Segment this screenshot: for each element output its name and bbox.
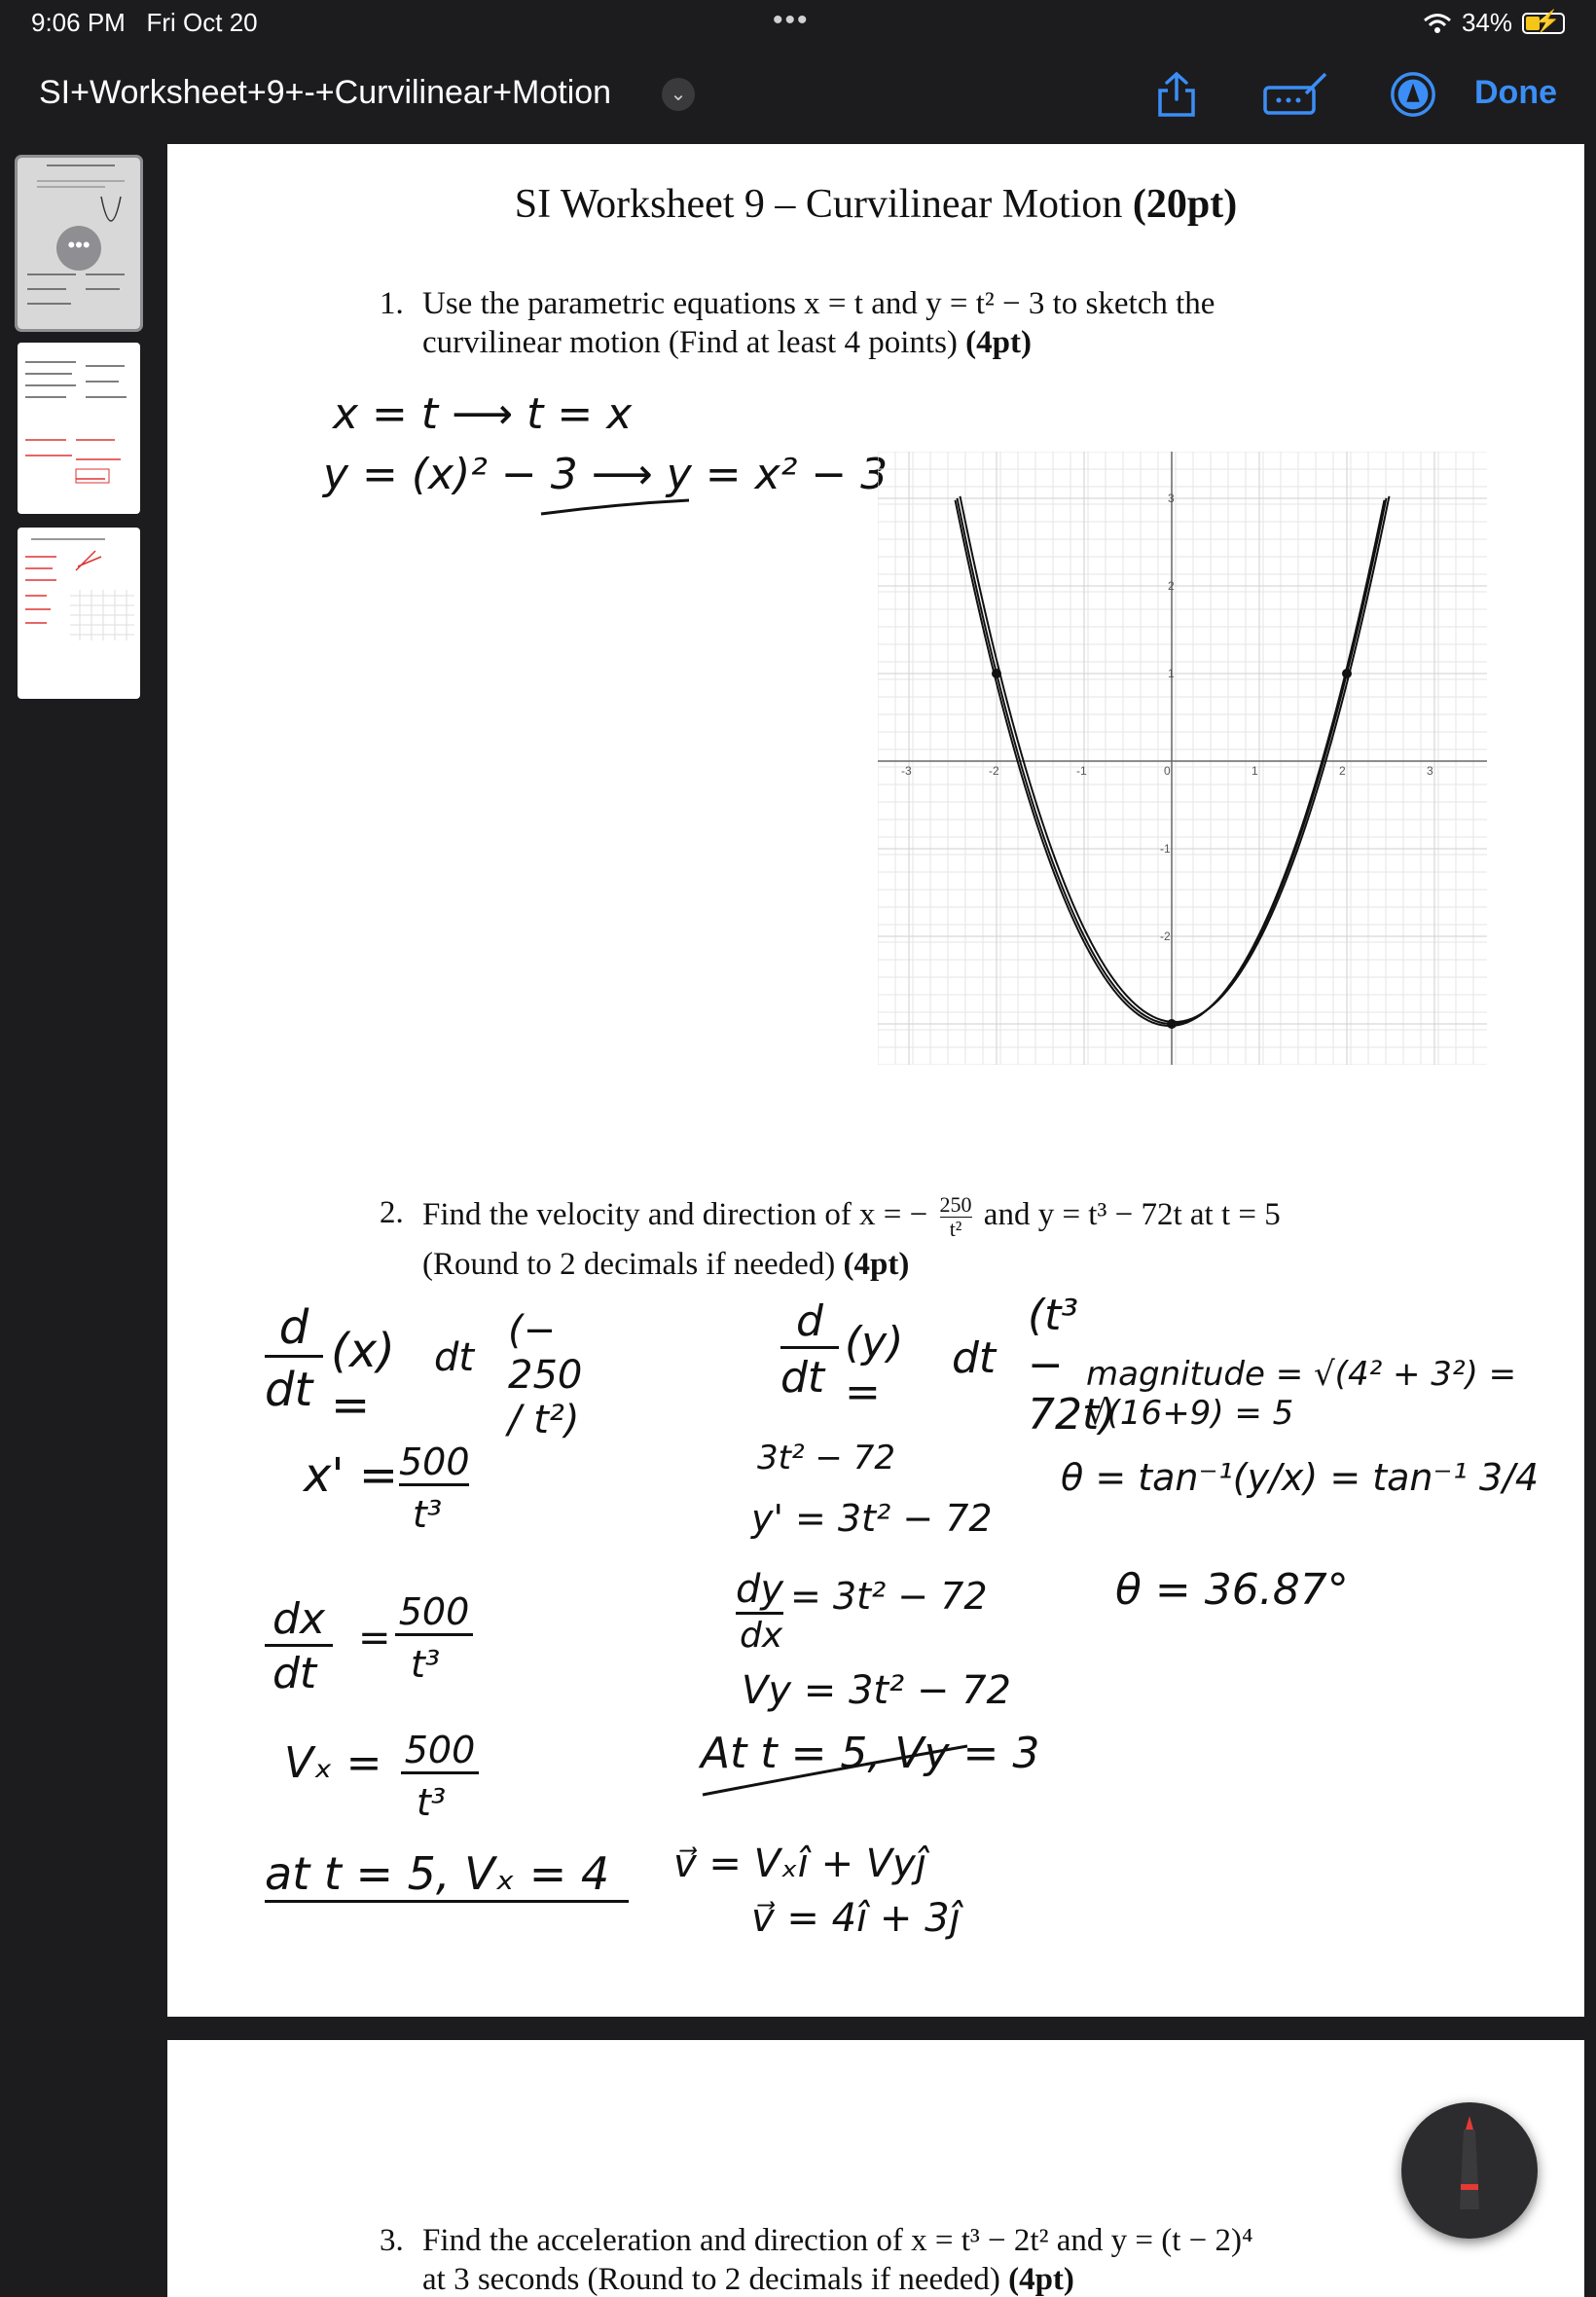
equals-sign: =	[358, 1616, 391, 1660]
x-derivative-d: d	[265, 1300, 323, 1358]
pencil-tool-button[interactable]	[1401, 2102, 1538, 2239]
worksheet-page-1[interactable]	[167, 144, 1584, 2017]
document-toolbar	[0, 47, 1596, 144]
question-3-number: 3.	[380, 2223, 404, 2258]
x-tick-label: -2	[989, 764, 999, 778]
question-1-points: (4pt)	[965, 325, 1032, 360]
x-prime-label: x' =	[304, 1448, 399, 1503]
page-thumbnail-1[interactable]	[18, 158, 140, 329]
x-derivative-rhs: (− 250 / t²)	[508, 1308, 583, 1442]
y-tick-label: 2	[1168, 579, 1175, 593]
question-2-fraction	[940, 1193, 972, 1241]
status-date: Fri Oct 20	[146, 8, 258, 37]
vx-num: 500	[401, 1729, 479, 1774]
y-derivative-dt: dt	[780, 1353, 825, 1403]
q1-handwriting-line1: x = t ⟶ t = x	[333, 389, 633, 439]
y-derivative-paren: (y) =	[845, 1318, 904, 1417]
q1-underline	[537, 494, 693, 524]
dydx-rhs: = 3t² − 72	[790, 1575, 988, 1618]
question-3-text	[422, 2221, 1542, 2297]
y-tick-label: -1	[1160, 842, 1171, 856]
question-2-line2: (Round to 2 decimals if needed)	[422, 1247, 836, 1282]
question-2-line1a: Find the velocity and direction of x = −	[422, 1197, 928, 1233]
y-derivative-line1: 3t² − 72	[757, 1439, 895, 1477]
worksheet-title	[167, 181, 1584, 228]
page-thumbnail-2[interactable]	[18, 343, 140, 514]
x-tick-label: 0	[1164, 764, 1171, 778]
question-3-line2: at 3 seconds (Round to 2 decimals if needed)	[422, 2262, 1000, 2297]
vector-line1: v⃗ = Vₓî + Vyĵ	[673, 1841, 926, 1886]
y-tick-label: 3	[1168, 492, 1175, 505]
worksheet-title-points: (20pt)	[1132, 182, 1238, 227]
share-icon[interactable]	[1154, 70, 1199, 119]
y-derivative-d: d	[780, 1296, 839, 1349]
x-prime-num: 500	[399, 1440, 469, 1486]
y-derivative-dt-right: dt	[952, 1333, 997, 1383]
x-prime-den: t³	[413, 1493, 443, 1536]
dxdt-num: 500	[395, 1590, 473, 1636]
document-title[interactable]: SI+Worksheet+9+-+Curvilinear+Motion	[39, 74, 612, 111]
y-derivative-line2: y' = 3t² − 72	[751, 1497, 993, 1540]
plotted-point	[1342, 669, 1352, 678]
dxdt-top: dx	[265, 1594, 333, 1647]
x-derivative-paren: (x) =	[331, 1324, 395, 1433]
theta-value: θ = 36.87°	[1115, 1565, 1349, 1615]
page-thumbnail-3[interactable]	[18, 528, 140, 699]
vy-underline	[699, 1740, 971, 1799]
question-1-text	[422, 284, 1493, 362]
pencil-icon	[1401, 2102, 1538, 2239]
y-tick-label: 1	[1168, 667, 1175, 680]
dxdt-bottom: dt	[272, 1649, 317, 1698]
status-bar	[0, 0, 1596, 47]
vy-result: At t = 5, Vy = 3	[701, 1729, 1040, 1778]
vx-den: t³	[417, 1781, 447, 1824]
question-2-points: (4pt)	[843, 1247, 910, 1282]
x-tick-label: -3	[901, 764, 912, 778]
question-3-points: (4pt)	[1008, 2262, 1074, 2297]
wifi-icon	[1423, 12, 1452, 35]
markup-icon[interactable]	[1261, 70, 1331, 119]
question-2-text	[422, 1193, 1542, 1284]
parabola-graph	[878, 452, 1487, 1065]
vy-line: Vy = 3t² − 72	[742, 1668, 1011, 1713]
question-3-line1: Find the acceleration and direction of x = t³ − 2t² and y = (t − 2)⁴	[422, 2223, 1253, 2258]
battery-percent: 34%	[1461, 8, 1512, 37]
dxdt-den: t³	[411, 1643, 441, 1686]
fraction-numerator: 250	[939, 1192, 972, 1217]
x-tick-label: 1	[1251, 764, 1258, 778]
page-thumbnails-sidebar	[0, 144, 165, 2297]
status-time: 9:06 PM	[31, 8, 126, 37]
theta-line: θ = tan⁻¹(y/x) = tan⁻¹ 3/4	[1061, 1456, 1540, 1499]
status-clock	[31, 8, 258, 38]
question-1-number: 1.	[380, 286, 404, 321]
battery-icon: ⚡	[1522, 13, 1565, 34]
plotted-point	[992, 669, 1001, 678]
x-tick-label: 3	[1427, 764, 1433, 778]
q1-handwriting-line2: y = (x)² − 3 ⟶ y = x² − 3	[323, 450, 889, 499]
fraction-denominator: t²	[949, 1217, 962, 1241]
worksheet-page-2[interactable]	[167, 2040, 1584, 2297]
multitasking-dots[interactable]: •••	[773, 4, 810, 36]
dydx-bottom: dx	[740, 1616, 783, 1656]
question-1-line2: curvilinear motion (Find at least 4 points)	[422, 325, 958, 360]
question-1-line1: Use the parametric equations x = t and y = t² − 3 to sketch the	[422, 286, 1215, 321]
vx-label: Vₓ =	[284, 1738, 382, 1788]
status-indicators	[1423, 8, 1565, 38]
x-tick-label: -1	[1076, 764, 1087, 778]
question-1	[380, 284, 404, 323]
vx-result: at t = 5, Vₓ = 4	[265, 1847, 629, 1903]
question-2-number: 2.	[380, 1195, 404, 1230]
question-3	[380, 2221, 404, 2260]
x-derivative-dt: dt	[265, 1363, 313, 1417]
dydx-top: dy	[736, 1567, 783, 1615]
worksheet-title-text: SI Worksheet 9 – Curvilinear Motion	[514, 182, 1123, 227]
chevron-down-icon[interactable]: ⌄	[662, 78, 695, 111]
question-2-line1b: and y = t³ − 72t at t = 5	[983, 1197, 1281, 1233]
more-options-icon[interactable]: •••	[56, 226, 101, 271]
x-derivative-dt-right: dt	[434, 1335, 475, 1380]
magnitude-line: magnitude = √(4² + 3²) = √(16+9) = 5	[1086, 1355, 1517, 1433]
y-tick-label: -2	[1160, 930, 1171, 943]
plotted-point	[1167, 1019, 1177, 1029]
y-derivative-rhs: (t³ − 72t)	[1028, 1291, 1116, 1440]
x-tick-label: 2	[1339, 764, 1346, 778]
done-button[interactable]: Done	[1474, 74, 1557, 111]
pencil-tip-icon[interactable]	[1388, 70, 1438, 119]
vector-line2: v⃗ = 4î + 3ĵ	[751, 1896, 961, 1941]
question-2	[380, 1193, 404, 1232]
